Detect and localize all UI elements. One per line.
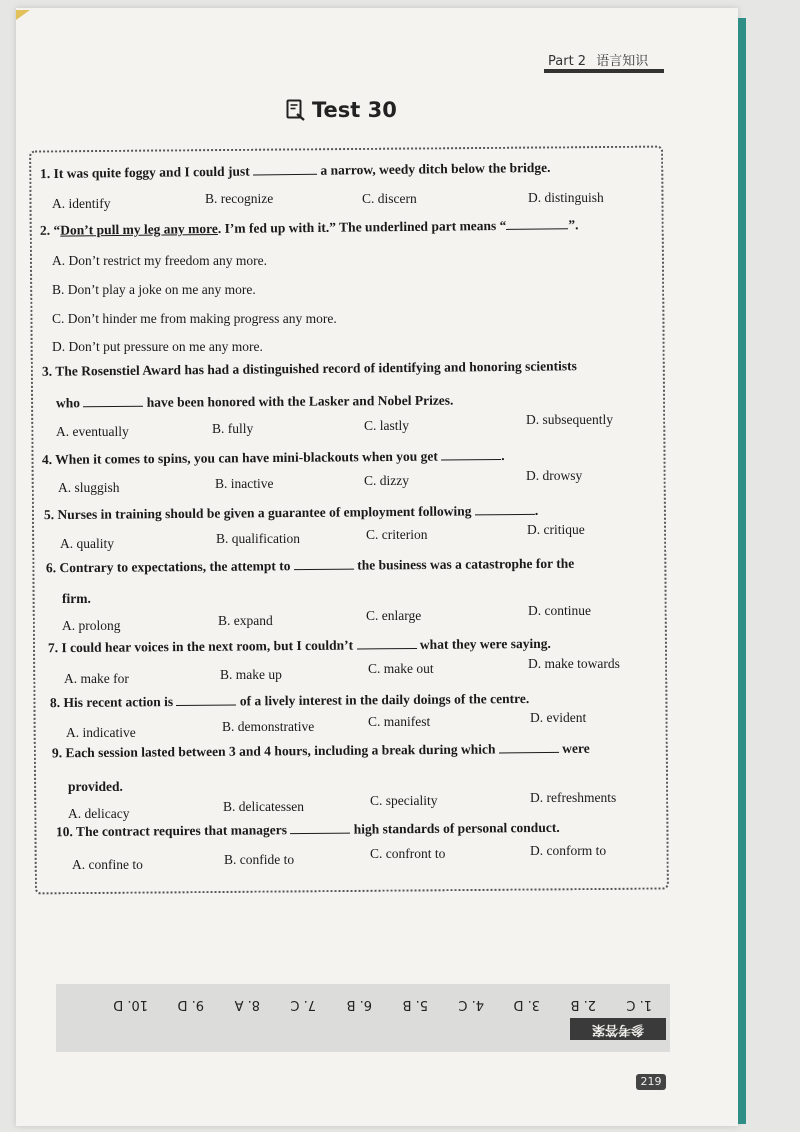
answer-blank (499, 742, 559, 754)
question-text: The contract requires that managers (75, 822, 288, 840)
option: B. confide to (224, 852, 295, 867)
answer-item: 2. B (570, 997, 596, 1012)
option: D. drowsy (526, 468, 583, 483)
option: A. confine to (72, 857, 143, 872)
question-number: 5. (43, 507, 55, 523)
question-number: 7. (47, 640, 59, 656)
question-text: what they were saying. (419, 635, 551, 652)
option: C. enlarge (366, 608, 422, 623)
answer-item: 1. C (626, 997, 652, 1012)
option: D. critique (527, 522, 585, 537)
header-rule (544, 69, 664, 73)
question-text: It was quite foggy and I could just (53, 163, 250, 181)
option: A. identify (52, 196, 111, 211)
answer-item: 3. D (513, 997, 540, 1012)
question-text: . (534, 502, 539, 518)
answer-item: 8. A (234, 997, 260, 1012)
option: D. continue (528, 603, 591, 618)
question-number: 2. (39, 222, 51, 238)
question-9-continued: provided. (68, 779, 123, 794)
option: B. fully (212, 421, 254, 436)
question-text: were (562, 740, 590, 756)
option: A. delicacy (68, 806, 130, 821)
answer-blank (294, 559, 354, 571)
question-text: Nurses in training should be given a guarantee of employment following (57, 503, 472, 523)
answer-item: 9. D (177, 997, 204, 1012)
answer-key-label-text: 参考答案 (592, 1022, 645, 1037)
page-corner-mark (16, 10, 30, 20)
answer-item: 5. B (402, 997, 428, 1012)
question-text: high standards of personal conduct. (353, 819, 560, 837)
answer-item: 4. C (458, 997, 484, 1012)
option: A. quality (60, 536, 114, 551)
option: B. demonstrative (222, 719, 315, 734)
notebook-pencil-icon (286, 99, 306, 121)
option: A. indicative (66, 725, 136, 740)
question-number: 6. (45, 560, 57, 576)
answer-blank (441, 449, 501, 461)
edge-tab (738, 18, 746, 1124)
option: B. delicatessen (223, 799, 304, 814)
option: D. Don’t put pressure on me any more. (52, 339, 263, 354)
question-text: who (55, 395, 81, 411)
option: A. eventually (56, 424, 129, 439)
answer-blank (253, 164, 317, 176)
option: D. make towards (528, 656, 620, 671)
option: C. manifest (368, 714, 431, 729)
question-text: a narrow, weedy ditch below the bridge. (320, 159, 551, 178)
answer-blank (356, 638, 416, 650)
option: A. Don’t restrict my freedom any more. (52, 253, 267, 268)
question-text: . (501, 447, 505, 464)
option: A. make for (64, 671, 129, 686)
question-3-continued (56, 393, 454, 412)
answer-key-label (570, 1018, 666, 1040)
part-label: Part 2 (548, 54, 587, 69)
question-number: 4. (41, 451, 53, 468)
question-text: . I’m fed up with it.” The underlined part means “ (217, 217, 507, 236)
page-title: Test 30 (312, 98, 397, 122)
option: C. Don’t hinder me from making progress any more. (52, 311, 337, 326)
question-text: The Rosenstiel Award has had a distinguished record of identifying and honoring scientists (55, 358, 577, 379)
answer-blank (290, 823, 350, 835)
option: C. dizzy (364, 473, 409, 488)
page-number: 219 (636, 1074, 666, 1090)
option: D. distinguish (528, 190, 604, 205)
option: C. criterion (366, 527, 428, 542)
underlined-phrase: Don’t pull my leg any more (60, 220, 218, 238)
question-text: of a lively interest in the daily doings of the centre. (239, 690, 530, 709)
question-text: I could hear voices in the next room, but I couldn’t (61, 637, 354, 656)
option: C. discern (362, 191, 417, 206)
question-text: the business was a catastrophe for the (357, 555, 575, 573)
question-text: When it comes to spins, you can have mini-blackouts when you get (55, 448, 438, 467)
option: B. make up (220, 667, 282, 682)
answer-item: 7. C (290, 997, 316, 1012)
option: D. conform to (530, 843, 607, 858)
question-number: 1. (39, 165, 51, 182)
question-text: Contrary to expectations, the attempt to (59, 558, 291, 576)
subject-label: 语言知识 (596, 54, 649, 69)
option: B. inactive (215, 476, 274, 491)
answer-item: 6. B (346, 997, 372, 1012)
option: A. sluggish (58, 480, 120, 495)
question-number: 9. (51, 745, 63, 761)
answer-blank (83, 396, 143, 407)
question-text: “ (53, 222, 61, 238)
test-title (286, 98, 397, 122)
question-number: 8. (49, 695, 61, 711)
question-text: Each session lasted between 3 and 4 hours, including a break during which (65, 741, 496, 761)
option: D. refreshments (530, 790, 617, 805)
answer-key-row (92, 988, 652, 1012)
option: D. evident (530, 710, 587, 725)
question-number: 10. (55, 824, 73, 840)
question-text: His recent action is (63, 694, 174, 710)
option: A. prolong (62, 618, 121, 633)
option: B. recognize (205, 191, 274, 206)
option: B. Don’t play a joke on me any more. (52, 282, 256, 297)
question-text: ”. (568, 217, 579, 233)
option: C. make out (368, 661, 434, 676)
answer-blank (176, 694, 236, 706)
option: B. qualification (216, 531, 300, 546)
answer-blank (475, 504, 535, 516)
question-number: 3. (41, 363, 53, 379)
option: C. speciality (370, 793, 438, 808)
question-text: have been honored with the Lasker and Nobel Prizes. (146, 392, 454, 410)
option: C. lastly (364, 418, 410, 433)
answer-item: 10. D (113, 997, 148, 1012)
option: B. expand (218, 613, 273, 628)
answer-blank (506, 218, 568, 230)
option: C. confront to (370, 846, 446, 861)
question-6-continued: firm. (62, 591, 91, 606)
option: D. subsequently (526, 412, 613, 427)
part-header (548, 50, 648, 69)
